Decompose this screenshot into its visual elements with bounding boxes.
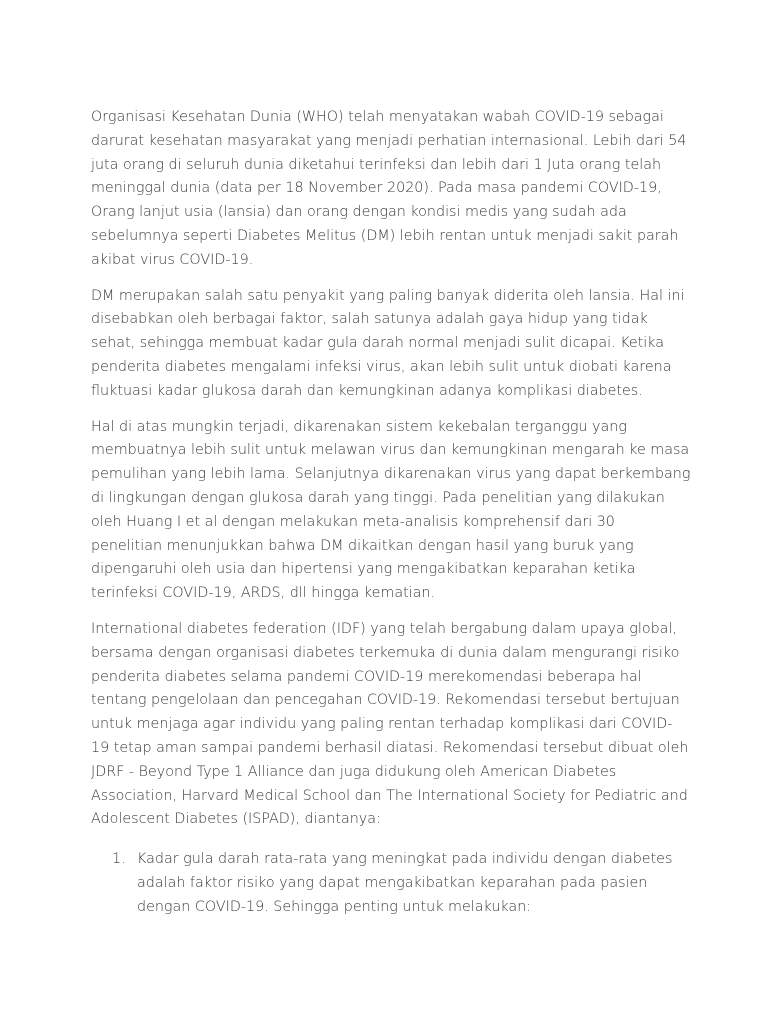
paragraph-line: International diabetes federation (IDF) yang telah bergabung dalam upaya global, bbox=[91, 620, 677, 637]
paragraph-line: penderita diabetes mengalami infeksi virus, akan lebih sulit untuk diobati karena bbox=[91, 358, 672, 375]
list-item-number: 1. bbox=[112, 851, 126, 868]
paragraph-line: Orang lanjut usia (lansia) dan orang dengan kondisi medis yang sudah ada bbox=[91, 204, 627, 221]
paragraph-line: disebabkan oleh berbagai faktor, salah satunya adalah gaya hidup yang tidak bbox=[91, 311, 648, 328]
paragraph-line: Adolescent Diabetes (ISPAD), diantanya: bbox=[91, 811, 381, 828]
paragraph-3 bbox=[91, 416, 691, 606]
paragraph-line: untuk menjaga agar individu yang paling rentan terhadap komplikasi dari COVID- bbox=[91, 716, 673, 733]
paragraph-line: fluktuasi kadar glukosa darah dan kemungkinan adanya komplikasi diabetes. bbox=[91, 382, 643, 399]
paragraph-2 bbox=[91, 285, 685, 404]
paragraph-line: bersama dengan organisasi diabetes terkemuka di dunia dalam mengurangi risiko bbox=[91, 644, 680, 661]
paragraph-line: JDRF - Beyond Type 1 Alliance dan juga didukung oleh American Diabetes bbox=[91, 763, 617, 780]
paragraph-line: oleh Huang I et al dengan melakukan meta-analisis komprehensif dari 30 bbox=[91, 513, 615, 530]
recommendation-list bbox=[91, 848, 681, 919]
paragraph-line: di lingkungan dengan glukosa darah yang tinggi. Pada penelitian yang dilakukan bbox=[91, 489, 665, 506]
list-item bbox=[91, 848, 681, 919]
paragraph-line: penderita diabetes selama pandemi COVID-19 merekomendasi beberapa hal bbox=[91, 668, 642, 685]
list-item-line: dengan COVID-19. Sehingga penting untuk melakukan: bbox=[137, 898, 532, 915]
document-body bbox=[91, 106, 691, 920]
paragraph-line: pemulihan yang lebih lama. Selanjutnya dikarenakan virus yang dapat berkembang bbox=[91, 466, 691, 483]
paragraph-line: juta orang di seluruh dunia diketahui terinfeksi dan lebih dari 1 Juta orang telah bbox=[91, 156, 662, 173]
paragraph-line: DM merupakan salah satu penyakit yang paling banyak diderita oleh lansia. Hal ini bbox=[91, 287, 685, 304]
paragraph-line: Association, Harvard Medical School dan The International Society for Pediatric and bbox=[91, 787, 688, 804]
list-item-line: adalah faktor risiko yang dapat mengakibatkan keparahan pada pasien bbox=[137, 874, 648, 891]
paragraph-line: penelitian menunjukkan bahwa DM dikaitkan dengan hasil yang buruk yang bbox=[91, 537, 634, 554]
paragraph-line: akibat virus COVID-19. bbox=[91, 251, 254, 268]
paragraph-line: sehat, sehingga membuat kadar gula darah normal menjadi sulit dicapai. Ketika bbox=[91, 335, 665, 352]
paragraph-4 bbox=[91, 618, 689, 832]
list-item-line: Kadar gula darah rata-rata yang meningkat pada individu dengan diabetes bbox=[137, 851, 673, 868]
paragraph-line: Hal di atas mungkin terjadi, dikarenakan sistem kekebalan terganggu yang bbox=[91, 418, 627, 435]
paragraph-line: terinfeksi COVID-19, ARDS, dll hingga kematian. bbox=[91, 585, 436, 602]
paragraph-line: tentang pengelolaan dan pencegahan COVID-19. Rekomendasi tersebut bertujuan bbox=[91, 692, 680, 709]
paragraph-line: membuatnya lebih sulit untuk melawan virus dan kemungkinan mengarah ke masa bbox=[91, 442, 690, 459]
paragraph-line: darurat kesehatan masyarakat yang menjadi perhatian internasional. Lebih dari 54 bbox=[91, 132, 687, 149]
paragraph-line: 19 tetap aman sampai pandemi berhasil diatasi. Rekomendasi tersebut dibuat oleh bbox=[91, 739, 689, 756]
paragraph-line: meninggal dunia (data per 18 November 2020). Pada masa pandemi COVID-19, bbox=[91, 180, 662, 197]
paragraph-1 bbox=[91, 106, 687, 273]
paragraph-line: Organisasi Kesehatan Dunia (WHO) telah menyatakan wabah COVID-19 sebagai bbox=[91, 109, 664, 125]
paragraph-line: sebelumnya seperti Diabetes Melitus (DM) lebih rentan untuk menjadi sakit parah bbox=[91, 227, 679, 244]
paragraph-line: dipengaruhi oleh usia dan hipertensi yang mengakibatkan keparahan ketika bbox=[91, 561, 636, 578]
